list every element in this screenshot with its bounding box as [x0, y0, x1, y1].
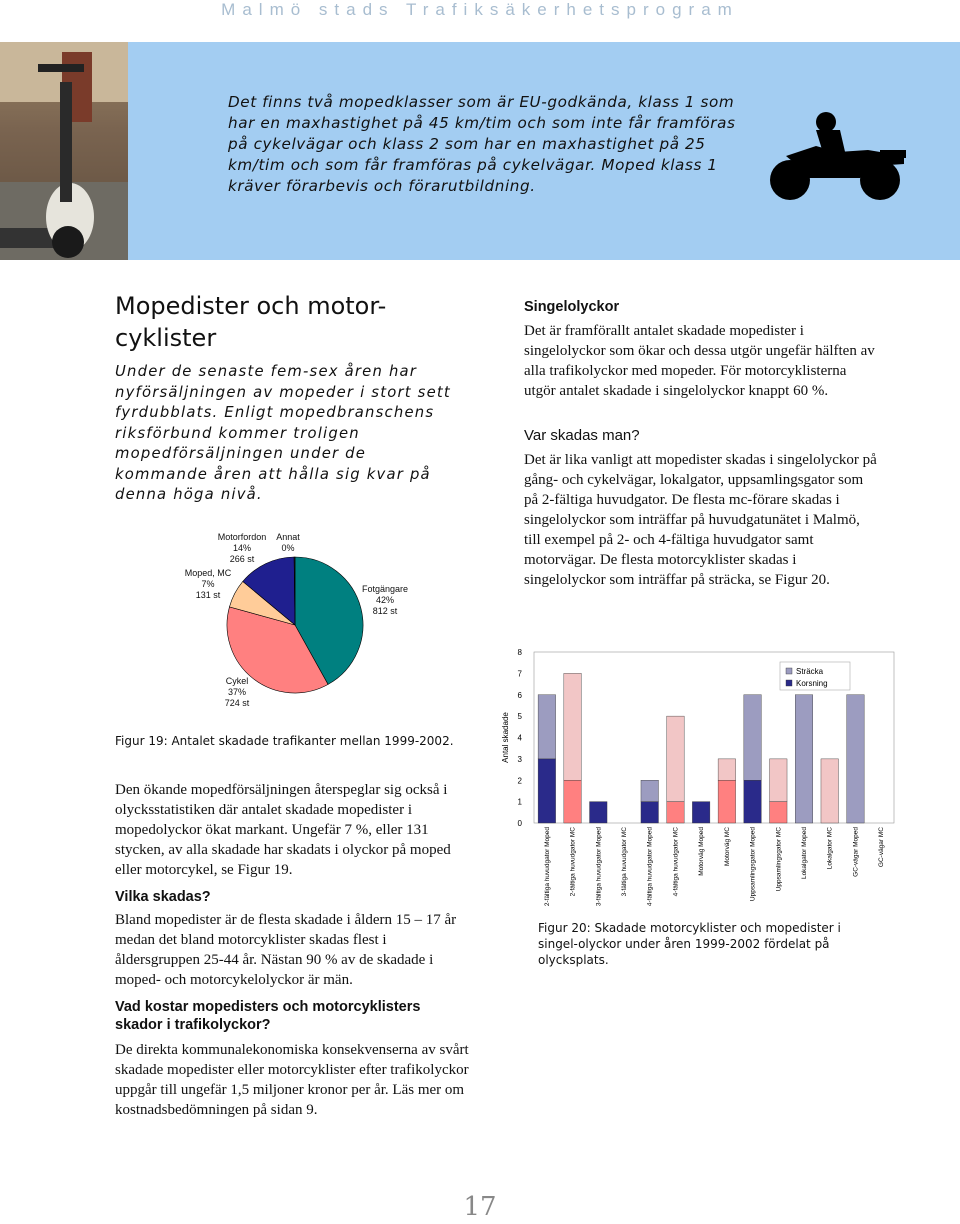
- pie-label-cykel: Cykel 37% 724 st: [224, 676, 250, 708]
- bar-stracka: [564, 673, 581, 780]
- y-tick-label: 4: [517, 733, 522, 743]
- y-tick-label: 8: [517, 648, 522, 657]
- x-tick-label: Motorväg Moped: [698, 827, 706, 876]
- x-tick-label: GC-vägar MC: [878, 827, 886, 868]
- bar-stracka: [538, 695, 555, 759]
- bar-stracka: [770, 759, 787, 802]
- y-tick-label: 7: [517, 669, 522, 679]
- bar-chart: [490, 640, 910, 907]
- x-tick-label: 3-fältiga huvudgator MC: [621, 827, 628, 897]
- bar-korsning: [667, 802, 684, 823]
- x-tick-label: GC-vägar Moped: [852, 827, 860, 877]
- chart-legend: [780, 662, 850, 690]
- motorcycle-icon: [768, 112, 908, 207]
- legend-label: Sträcka: [796, 667, 824, 676]
- pie-chart: [170, 520, 430, 720]
- x-tick-label: Lokalgator MC: [826, 827, 834, 870]
- bar-korsning: [590, 802, 607, 823]
- right-paragraph-2: Det är lika vanligt att mopedister skadas i singelolyckor på gång- och cykelvägar, lokalgator, uppsamlingsgator som på 2-fältiga huvudgator. De flesta mc-förare skadas i singelolyckor som inträffar på huvudgatunätet i Malmö, till exempel på 2- och 4-fältiga huvudgator samt motorvägar. De flesta motorcyklister skadas i singelolyckor som inträffar på sträcka, se Figur 20.: [524, 452, 877, 588]
- legend-label: Korsning: [796, 679, 828, 688]
- bar-stracka: [847, 695, 864, 823]
- y-tick-label: 0: [517, 819, 522, 828]
- section-title-line2: cyklister: [115, 324, 217, 352]
- moped-photo: [0, 42, 128, 260]
- left-heading-vilka-skadas: Vilka skadas?: [115, 889, 211, 905]
- info-banner: [0, 42, 960, 260]
- x-tick-label: Motorväg MC: [723, 827, 731, 867]
- left-paragraph-3: De direkta kommunalekonomiska konsekvenserna av svårt skadade mopedister eller motorcyklister efter trafikolyckor uppgår till ungefär 1,5 miljoner kronor per år. Läs mer om kostnadsbedömningen på sidan 9.: [115, 1042, 469, 1118]
- pie-label-motorfordon: Motorfordon 14% 266 st: [217, 532, 267, 564]
- bar-korsning: [744, 780, 761, 823]
- x-tick-label: 2-fältiga huvudgator Moped: [543, 827, 551, 907]
- section-title-line1: Mopedister och motor-: [115, 292, 387, 320]
- pie-label-fotgangare: Fotgängare 42% 812 st: [361, 584, 409, 616]
- bar-stracka: [718, 759, 735, 780]
- bar-stracka: [744, 695, 761, 781]
- page-number: 17: [463, 1192, 497, 1222]
- pie-label-moped-mc: Moped, MC 7% 131 st: [184, 568, 232, 600]
- left-paragraph-1: Den ökande mopedförsäljningen återspeglar sig också i olycksstatistiken där antalet skadade mopedister i mopedolyckor ökat markant. Ungefär 7 %, eller 131 stycken, av alla skadade har skadats i olyckor på moped eller motorcykel, se Figur 19.: [115, 782, 451, 878]
- y-axis-label: Antal skadade: [501, 712, 510, 763]
- bar-korsning: [770, 802, 787, 823]
- x-tick-label: Uppsamlingsgator MC: [775, 827, 783, 892]
- banner-text: Det finns två mopedklasser som är EU-godkända, klass 1 som har en maxhastighet på 45 km/tim och som inte får framföras på cykelvägar och klass 2 som har en maxhastighet på 25 km/tim och som får framföras på cykelvägar. Moped klass 1 kräver förarbevis och förarutbildning.: [228, 93, 736, 195]
- x-tick-label: 4-fältiga huvudgator MC: [672, 827, 680, 897]
- bar-korsning: [692, 802, 709, 823]
- bar-stracka: [667, 716, 684, 802]
- running-header: Malmö stads Trafiksäkerhetsprogram: [221, 0, 739, 19]
- x-tick-label: Uppsamlingsgator Moped: [749, 827, 757, 902]
- x-tick-label: 2-fältiga huvudgator MC: [569, 827, 577, 897]
- x-tick-label: 4-fältiga huvudgator Moped: [646, 827, 654, 907]
- bar-stracka: [821, 759, 838, 823]
- x-tick-label: 3-fältiga huvudgator Moped: [595, 827, 603, 907]
- y-tick-label: 2: [517, 776, 522, 786]
- left-paragraph-2: Bland mopedister är de flesta skadade i åldern 15 – 17 år medan det bland motorcyklister skadas flest i åldersgruppen 25-44 år. Nästan 90 % av de skadade i moped- och motorcykelolyckor är män.: [115, 912, 457, 988]
- right-heading-singelolyckor: Singelolyckor: [524, 299, 620, 315]
- pie-label-annat: Annat 0%: [276, 532, 300, 553]
- y-tick-label: 5: [517, 712, 522, 722]
- bar-korsning: [718, 780, 735, 823]
- bar-korsning: [538, 759, 555, 823]
- right-paragraph-1: Det är framförallt antalet skadade mopedister i singelolyckor som ökar och dessa utgör ungefär hälften av alla trafikolyckor med mopeder. För motorcyklisterna utgör antalet skadade i singelolyckor knappt 60 %.: [524, 323, 875, 399]
- figure-20-caption: Figur 20: Skadade motorcyklister och mopedister i singel-olyckor under åren 1999-2002 fördelat på olycksplats.: [538, 921, 841, 967]
- y-tick-label: 6: [517, 690, 522, 700]
- x-tick-label: Lokalgator Moped: [801, 827, 808, 880]
- legend-swatch: [786, 668, 792, 674]
- section-title: [115, 290, 435, 354]
- left-heading-vad-kostar: Vad kostar mopedisters och motorcyklisters skador i trafikolyckor?: [115, 999, 421, 1033]
- bar-korsning: [564, 780, 581, 823]
- legend-swatch: [786, 680, 792, 686]
- figure-19-caption: Figur 19: Antalet skadade trafikanter mellan 1999-2002.: [115, 734, 454, 748]
- section-intro: Under de senaste fem-sex åren har nyförsäljningen av mopeder i stort sett fyrdubblats. Enligt mopedbranschens riksförbund kommer troligen mopedförsäljningen under de kommande åren att hålla sig kvar på denna höga nivå.: [115, 363, 451, 503]
- bar-korsning: [641, 802, 658, 823]
- y-tick-label: 3: [517, 754, 522, 764]
- y-tick-label: 1: [517, 797, 522, 807]
- right-heading-var-skadas: Var skadas man?: [524, 427, 640, 444]
- bar-stracka: [641, 780, 658, 801]
- bar-stracka: [795, 695, 812, 823]
